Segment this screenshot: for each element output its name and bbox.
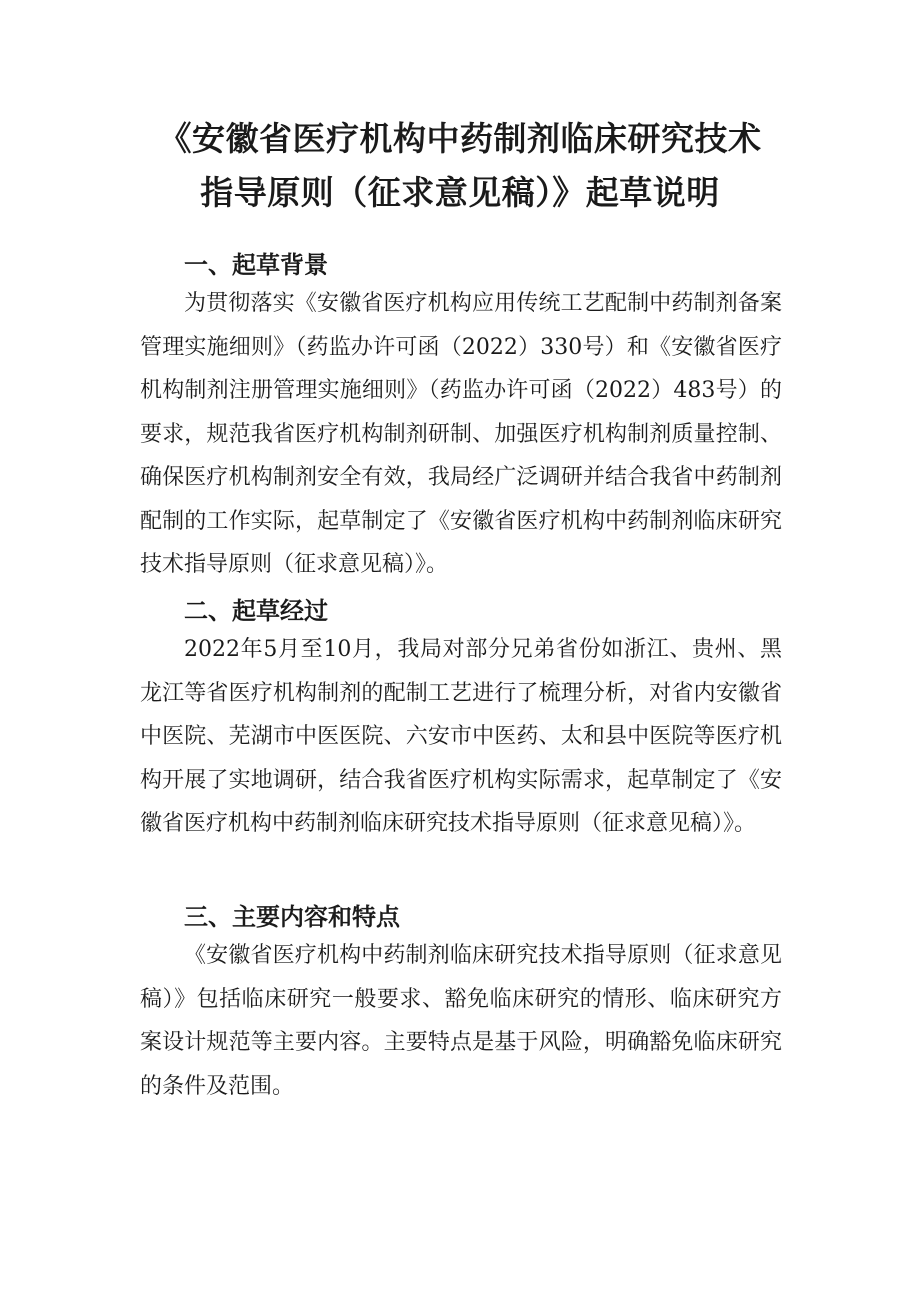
section-paragraph-background: 为贯彻落实《安徽省医疗机构应用传统工艺配制中药制剂备案管理实施细则》（药监办许可函（2022）330号）和《安徽省医疗机构制剂注册管理实施细则》（药监办许可函（2022）483号）的要求，规范我省医疗机构制剂研制、加强医疗机构制剂质量控制、确保医疗机构制剂安全有效，我局经广泛调研并结合我省中药制剂配制的工作实际，起草制定了《安徽省医疗机构中药制剂临床研究技术指导原则（征求意见稿）》。 bbox=[140, 291, 782, 577]
section-heading-process: 二、起草经过 bbox=[184, 597, 328, 625]
section-heading-content: 三、主要内容和特点 bbox=[184, 903, 400, 931]
title-line-2: 指导原则（征求意见稿）》起草说明 bbox=[200, 173, 720, 212]
section-heading-background: 一、起草背景 bbox=[184, 251, 328, 279]
section-paragraph-content: 《安徽省医疗机构中药制剂临床研究技术指导原则（征求意见稿）》包括临床研究一般要求、豁免临床研究的情形、临床研究方案设计规范等主要内容。主要特点是基于风险，明确豁免临床研究的条件及范围。 bbox=[140, 943, 782, 1099]
title-line-1: 《安徽省医疗机构中药制剂临床研究技术 bbox=[158, 119, 762, 158]
document-title bbox=[120, 112, 800, 220]
section-paragraph-process: 2022年5月至10月，我局对部分兄弟省份如浙江、贵州、黑龙江等省医疗机构制剂的配制工艺进行了梳理分析，对省内安徽省中医院、芜湖市中医医院、六安市中医药、太和县中医院等医疗机构开展了实地调研，结合我省医疗机构实际需求，起草制定了《安徽省医疗机构中药制剂临床研究技术指导原则（征求意见稿）》。 bbox=[140, 637, 782, 836]
